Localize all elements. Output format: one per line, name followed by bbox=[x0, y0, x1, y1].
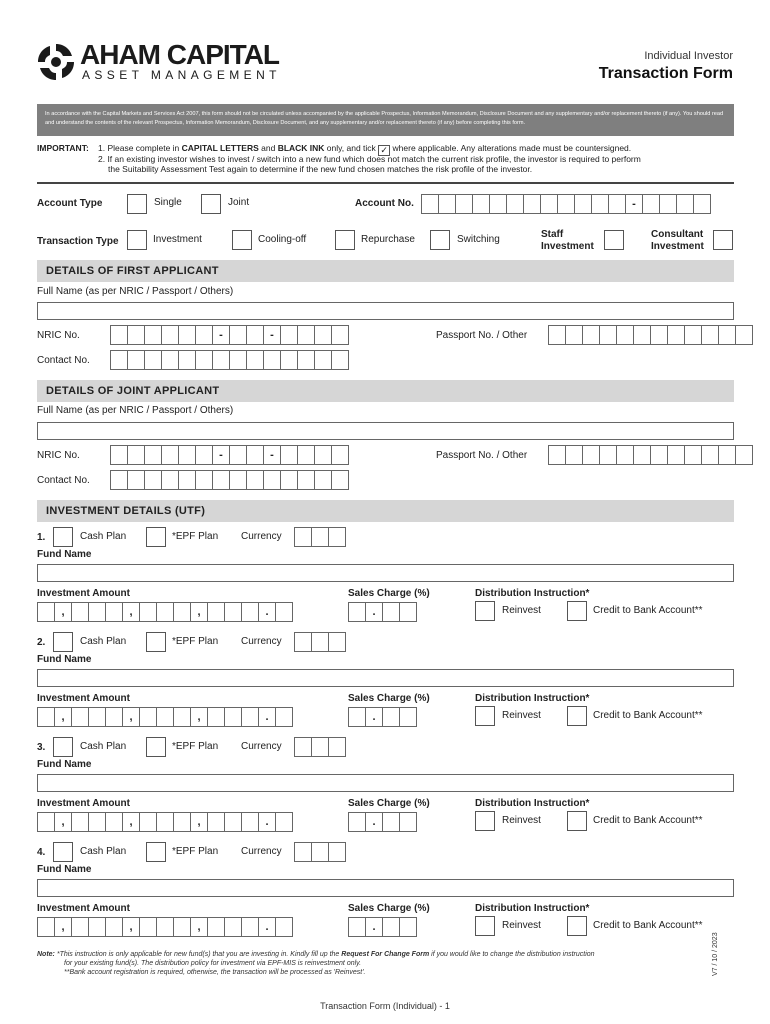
investment-label: Investment bbox=[153, 234, 202, 245]
currency-field[interactable] bbox=[294, 632, 345, 652]
credit-bank-checkbox[interactable] bbox=[567, 601, 587, 621]
investment-item-number: 4. bbox=[37, 847, 46, 858]
account-joint-label: Joint bbox=[228, 197, 250, 208]
fund-name-input[interactable] bbox=[37, 774, 734, 792]
form-title: Transaction Form bbox=[598, 65, 733, 82]
fund-name-label: Fund Name bbox=[37, 549, 92, 560]
epf-plan-checkbox[interactable] bbox=[146, 737, 166, 757]
joint-full-name-label: Full Name (as per NRIC / Passport / Others) bbox=[37, 405, 234, 416]
aham-logo-icon bbox=[36, 42, 76, 82]
consultant-investment-checkbox[interactable] bbox=[713, 230, 733, 250]
sales-charge-field[interactable]: . bbox=[348, 917, 416, 937]
divider bbox=[37, 182, 734, 184]
distribution-label: Distribution Instruction* bbox=[475, 588, 590, 599]
currency-label: Currency bbox=[241, 531, 282, 542]
investment-item-number: 1. bbox=[37, 532, 46, 543]
joint-full-name-input[interactable] bbox=[37, 422, 734, 440]
switching-checkbox[interactable] bbox=[430, 230, 450, 250]
joint-nric-label: NRIC No. bbox=[37, 450, 80, 461]
fund-name-label: Fund Name bbox=[37, 654, 92, 665]
cash-plan-label: Cash Plan bbox=[80, 846, 127, 857]
investment-amount-label: Investment Amount bbox=[37, 588, 130, 599]
brand-name: AHAM CAPITAL bbox=[80, 39, 280, 70]
sales-charge-field[interactable]: . bbox=[348, 812, 416, 832]
investment-amount-field[interactable]: , , , . bbox=[37, 707, 292, 727]
account-type-label: Account Type bbox=[37, 198, 103, 209]
version-label: V7 / 10 / 2023 bbox=[712, 932, 719, 976]
sales-charge-label: Sales Charge (%) bbox=[348, 798, 430, 809]
cash-plan-checkbox[interactable] bbox=[53, 632, 73, 652]
sales-charge-field[interactable]: . bbox=[348, 602, 416, 622]
account-number-field[interactable]: - bbox=[421, 194, 710, 214]
reinvest-checkbox[interactable] bbox=[475, 811, 495, 831]
currency-label: Currency bbox=[241, 636, 282, 647]
investment-amount-field[interactable]: , , , . bbox=[37, 602, 292, 622]
account-number-label: Account No. bbox=[355, 198, 414, 209]
cash-plan-label: Cash Plan bbox=[80, 741, 127, 752]
epf-plan-label: *EPF Plan bbox=[172, 846, 219, 857]
joint-applicant-heading: DETAILS OF JOINT APPLICANT bbox=[37, 380, 734, 402]
fund-name-label: Fund Name bbox=[37, 759, 92, 770]
cooling-off-label: Cooling-off bbox=[258, 234, 307, 245]
investment-item-number: 3. bbox=[37, 742, 46, 753]
investment-amount-label: Investment Amount bbox=[37, 798, 130, 809]
investment-amount-label: Investment Amount bbox=[37, 693, 130, 704]
legal-notice: In accordance with the Capital Markets and Services Act 2007, this form should not be circulated unless accompanied by the applicable Prospectus, Information Memorandum, Disclosure Document and any supplementary and/or replacement thereto (if any). You should read and understand the contents of the relevant Prospectus, Information Memorandum, Disclosure Document, and any supplementary and/or replacement thereto (if any) before completing this form. bbox=[37, 104, 734, 136]
cash-plan-label: Cash Plan bbox=[80, 531, 127, 542]
currency-field[interactable] bbox=[294, 737, 345, 757]
transaction-type-label: Transaction Type bbox=[37, 236, 119, 247]
credit-bank-label: Credit to Bank Account** bbox=[593, 815, 703, 826]
staff-investment-label: Staff Investment bbox=[541, 229, 594, 252]
account-joint-checkbox[interactable] bbox=[201, 194, 221, 214]
reinvest-checkbox[interactable] bbox=[475, 706, 495, 726]
repurchase-label: Repurchase bbox=[361, 234, 415, 245]
first-nric-field[interactable]: - - bbox=[110, 325, 348, 345]
joint-nric-field[interactable]: - - bbox=[110, 445, 348, 465]
cash-plan-checkbox[interactable] bbox=[53, 737, 73, 757]
consultant-investment-label: Consultant Investment bbox=[651, 229, 704, 252]
fund-name-input[interactable] bbox=[37, 879, 734, 897]
sales-charge-label: Sales Charge (%) bbox=[348, 693, 430, 704]
credit-bank-checkbox[interactable] bbox=[567, 916, 587, 936]
reinvest-label: Reinvest bbox=[502, 710, 541, 721]
investment-amount-label: Investment Amount bbox=[37, 903, 130, 914]
account-single-checkbox[interactable] bbox=[127, 194, 147, 214]
sales-charge-field[interactable]: . bbox=[348, 707, 416, 727]
investment-item-number: 2. bbox=[37, 637, 46, 648]
reinvest-checkbox[interactable] bbox=[475, 601, 495, 621]
currency-label: Currency bbox=[241, 846, 282, 857]
form-subtitle: Individual Investor bbox=[644, 50, 733, 62]
fund-name-label: Fund Name bbox=[37, 864, 92, 875]
tick-sample-icon: ✓ bbox=[378, 145, 390, 156]
epf-plan-checkbox[interactable] bbox=[146, 632, 166, 652]
investment-checkbox[interactable] bbox=[127, 230, 147, 250]
reinvest-label: Reinvest bbox=[502, 605, 541, 616]
joint-contact-field[interactable] bbox=[110, 470, 348, 490]
credit-bank-label: Credit to Bank Account** bbox=[593, 920, 703, 931]
staff-investment-checkbox[interactable] bbox=[604, 230, 624, 250]
cash-plan-checkbox[interactable] bbox=[53, 842, 73, 862]
joint-passport-field[interactable] bbox=[548, 445, 752, 465]
currency-label: Currency bbox=[241, 741, 282, 752]
reinvest-checkbox[interactable] bbox=[475, 916, 495, 936]
first-full-name-input[interactable] bbox=[37, 302, 734, 320]
epf-plan-label: *EPF Plan bbox=[172, 636, 219, 647]
logo bbox=[36, 40, 306, 84]
joint-contact-label: Contact No. bbox=[37, 475, 90, 486]
credit-bank-label: Credit to Bank Account** bbox=[593, 605, 703, 616]
brand-subname: ASSET MANAGEMENT bbox=[82, 68, 281, 82]
investment-amount-field[interactable]: , , , . bbox=[37, 812, 292, 832]
fund-name-input[interactable] bbox=[37, 564, 734, 582]
credit-bank-checkbox[interactable] bbox=[567, 706, 587, 726]
cash-plan-label: Cash Plan bbox=[80, 636, 127, 647]
epf-plan-label: *EPF Plan bbox=[172, 531, 219, 542]
credit-bank-label: Credit to Bank Account** bbox=[593, 710, 703, 721]
first-applicant-heading: DETAILS OF FIRST APPLICANT bbox=[37, 260, 734, 282]
currency-field[interactable] bbox=[294, 527, 345, 547]
credit-bank-checkbox[interactable] bbox=[567, 811, 587, 831]
first-contact-field[interactable] bbox=[110, 350, 348, 370]
first-passport-label: Passport No. / Other bbox=[436, 330, 528, 341]
reinvest-label: Reinvest bbox=[502, 920, 541, 931]
page-footer: Transaction Form (Individual) - 1 bbox=[320, 1001, 450, 1011]
switching-label: Switching bbox=[457, 234, 500, 245]
first-full-name-label: Full Name (as per NRIC / Passport / Others) bbox=[37, 286, 234, 297]
account-single-label: Single bbox=[154, 197, 182, 208]
reinvest-label: Reinvest bbox=[502, 815, 541, 826]
fund-name-input[interactable] bbox=[37, 669, 734, 687]
sales-charge-label: Sales Charge (%) bbox=[348, 588, 430, 599]
investment-details-heading: INVESTMENT DETAILS (UTF) bbox=[37, 500, 734, 522]
investment-amount-field[interactable]: , , , . bbox=[37, 917, 292, 937]
currency-field[interactable] bbox=[294, 842, 345, 862]
first-nric-label: NRIC No. bbox=[37, 330, 80, 341]
first-passport-field[interactable] bbox=[548, 325, 752, 345]
distribution-label: Distribution Instruction* bbox=[475, 798, 590, 809]
cooling-off-checkbox[interactable] bbox=[232, 230, 252, 250]
epf-plan-checkbox[interactable] bbox=[146, 527, 166, 547]
sales-charge-label: Sales Charge (%) bbox=[348, 903, 430, 914]
distribution-label: Distribution Instruction* bbox=[475, 903, 590, 914]
joint-passport-label: Passport No. / Other bbox=[436, 450, 528, 461]
epf-plan-label: *EPF Plan bbox=[172, 741, 219, 752]
distribution-label: Distribution Instruction* bbox=[475, 693, 590, 704]
first-contact-label: Contact No. bbox=[37, 355, 90, 366]
cash-plan-checkbox[interactable] bbox=[53, 527, 73, 547]
repurchase-checkbox[interactable] bbox=[335, 230, 355, 250]
footnote: Note: *This instruction is only applicable for new fund(s) that you are investing in. Kindly fill up the Request For Change Form if you would like to change the distribution instruction for your existing fund(s). The distribution policy for investment via EPF-MIS is reinvestment only. **Bank account registration is required, otherwise, the transaction will be processed as 'Reinvest'. bbox=[37, 951, 595, 976]
epf-plan-checkbox[interactable] bbox=[146, 842, 166, 862]
